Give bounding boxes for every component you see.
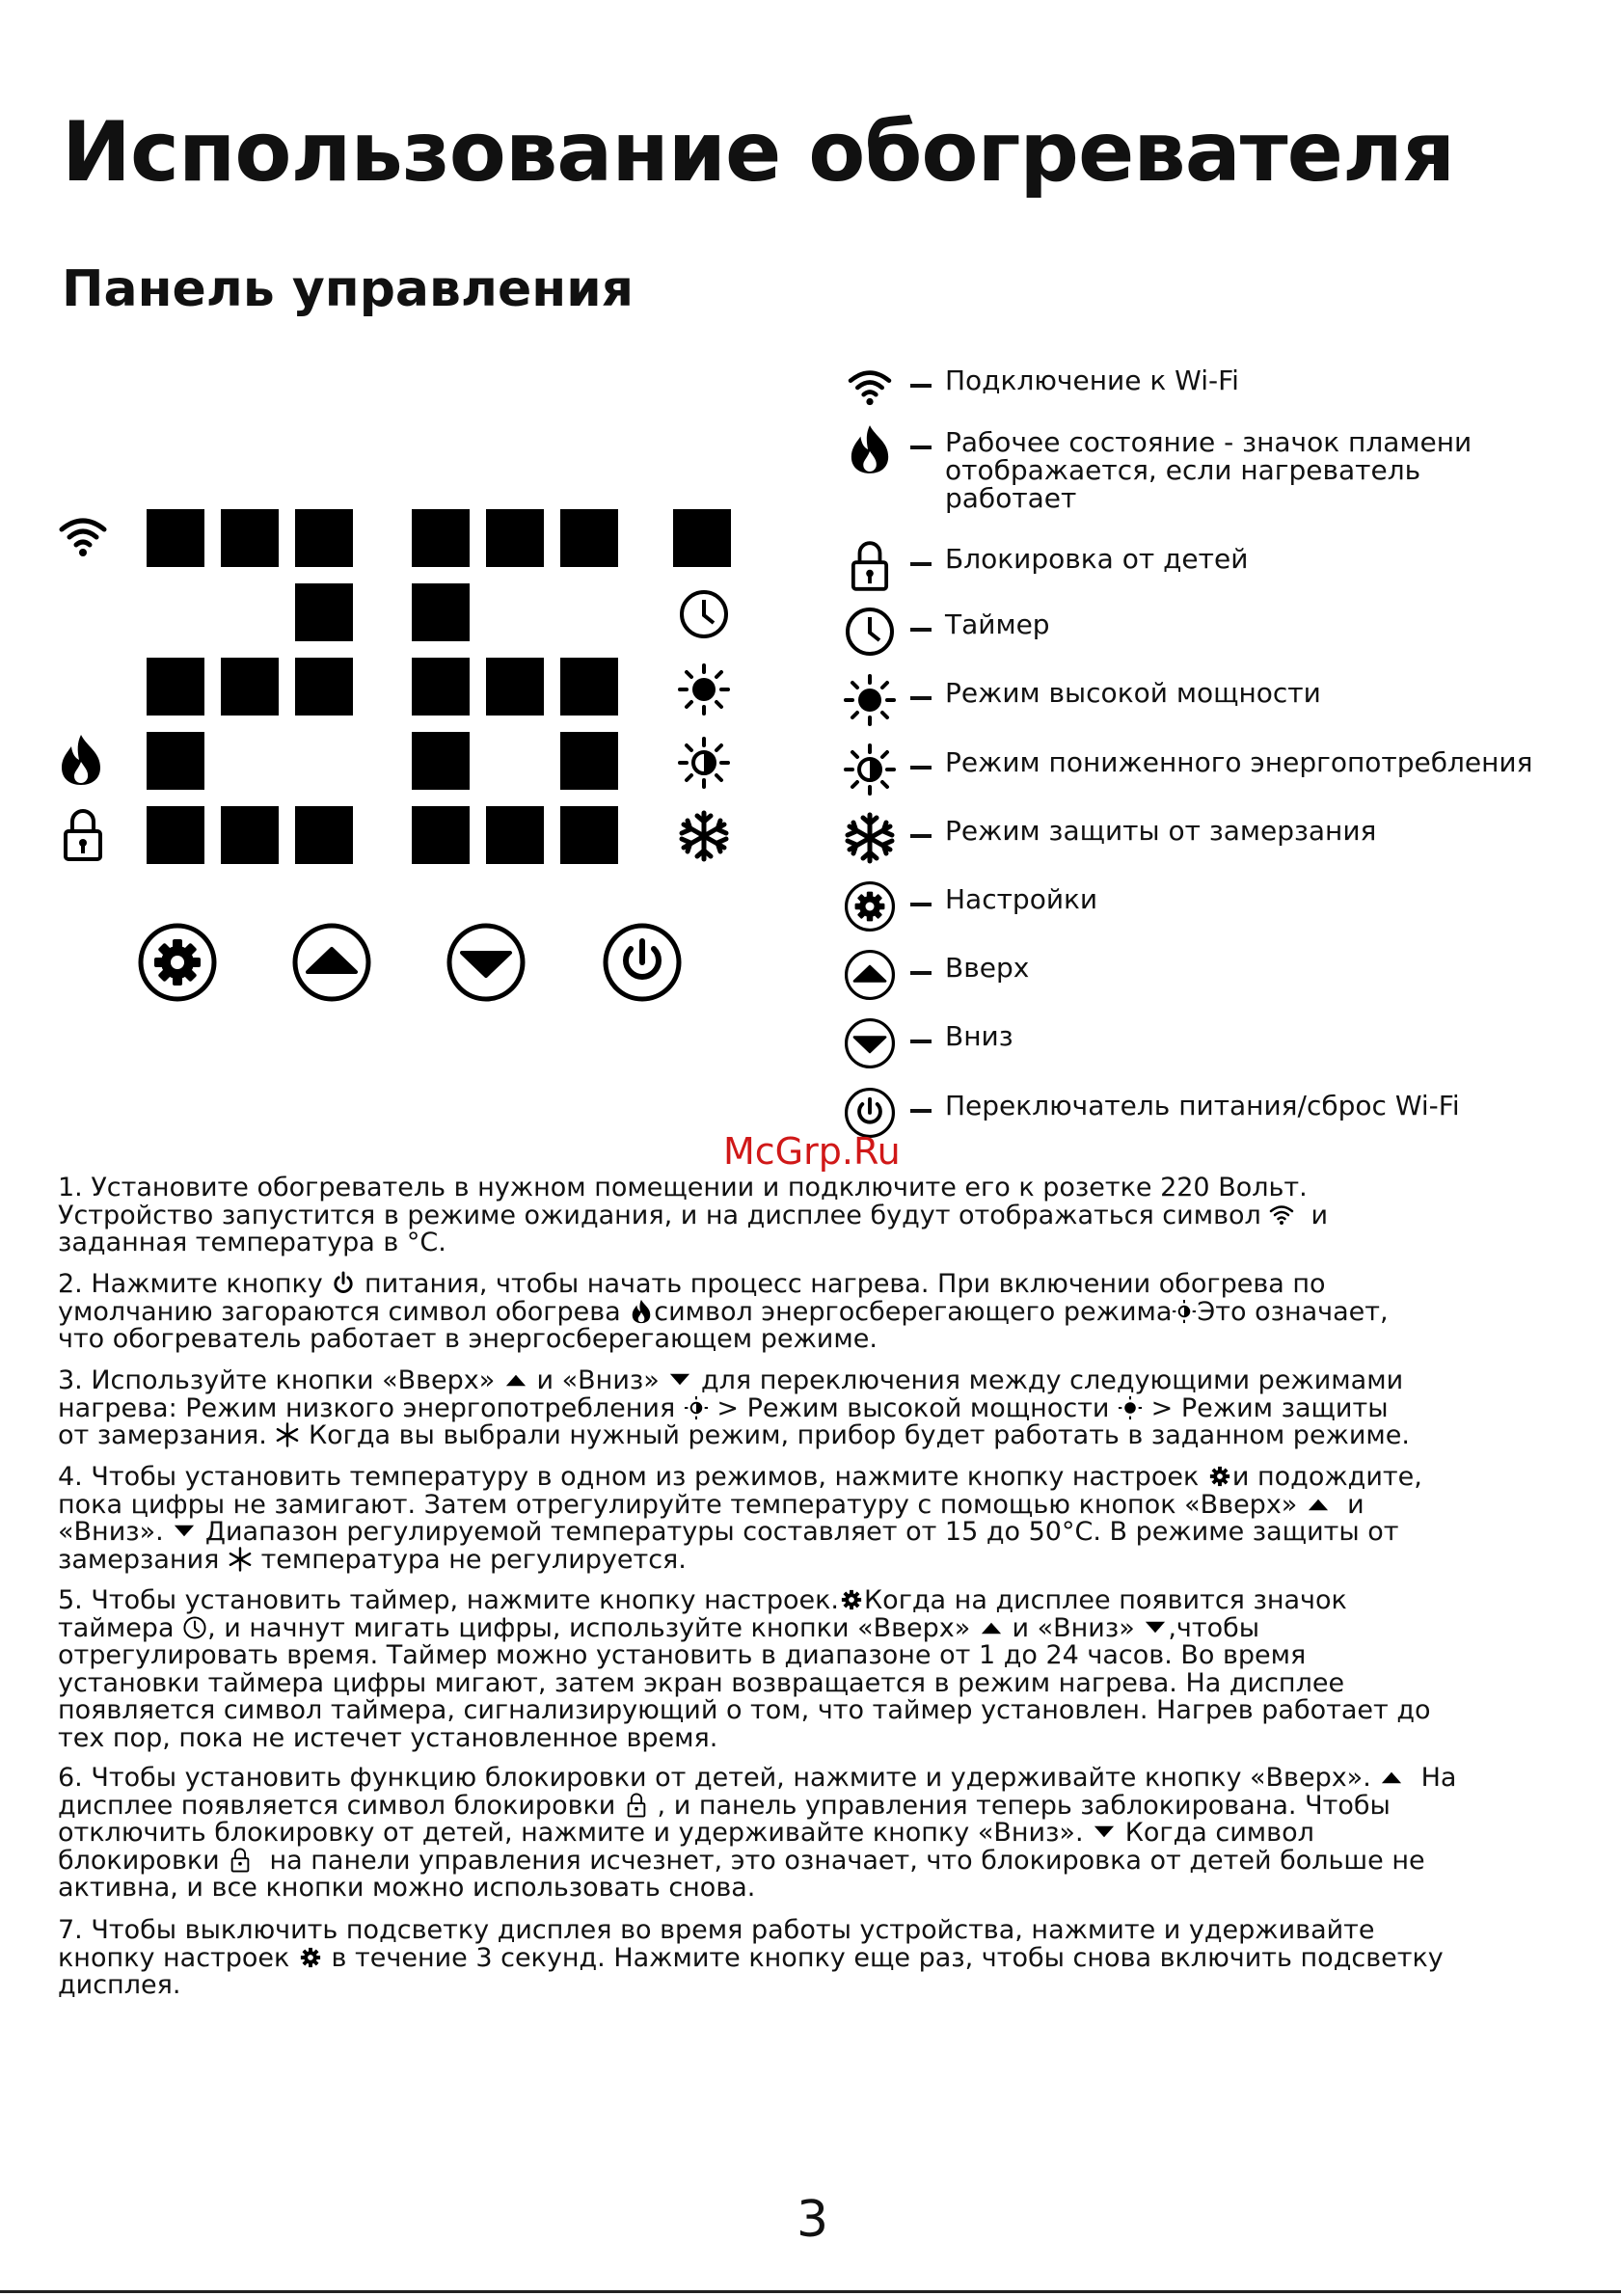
down-icon: [667, 1367, 692, 1392]
down-icon: [172, 1519, 197, 1544]
wifi-icon: [58, 516, 108, 562]
legend-label: Блокировка от детей: [945, 543, 1249, 575]
legend-row: [841, 359, 1593, 417]
lock-icon: [624, 1793, 649, 1818]
display-segment: [412, 658, 470, 716]
instruction-5: 5. Чтобы установить таймер, нажмите кнопку настроек. Когда на дисплее появится значок таймера , и начнут мигать цифры, используйте кнопки «Вверх» и «Вниз» ,чтобы отрегулировать время. Таймер можно установить в диапазоне от 1 до 24 часов. Во время установки таймера цифры мигают, затем экран возвращается в режим нагрева. На дисплее появляется символ таймера, сигнализирующий о том, что таймер установлен. Нагрев работает до тех пор, пока не истечет установленное время.: [58, 1585, 1431, 1753]
legend-row: [841, 420, 1593, 514]
display-segment: [412, 509, 470, 567]
instruction-1: 1. Установите обогреватель в нужном помещении и подключите его к розетке 220 Вольт. Устройство запустится в режиме ожидания, и на дисплее будут отображаться символ и заданная температура в °С.: [58, 1173, 1329, 1257]
flame-icon: [629, 1299, 654, 1324]
instruction-6: 6. Чтобы установить функцию блокировки от детей, нажмите и удерживайте кнопку «Вверх». На дисплее появляется символ блокировки , и панель управления теперь заблокирована. Чтобы отключить блокировку от детей, нажмите и удерживайте кнопку «Вниз». Когда символ блокировки на панели управления исчезнет, это означает, что блокировка от детей больше не активна, и все кнопки можно использовать снова.: [58, 1763, 1457, 1903]
legend-label: Режим пониженного энергопотребления: [945, 746, 1533, 778]
power-button[interactable]: [602, 922, 683, 1007]
display-segment: [412, 806, 470, 864]
display-segment: [295, 583, 353, 641]
legend-row: [841, 809, 1593, 867]
display-segment: [147, 806, 204, 864]
gear-icon: [839, 1587, 864, 1612]
snowflake-icon: [275, 1422, 300, 1447]
legend-dash: [910, 446, 932, 449]
legend-row: [841, 741, 1593, 798]
down-icon: [1143, 1615, 1168, 1640]
instruction-3: 3. Используйте кнопки «Вверх» и «Вниз» для переключения между следующими режимами нагрева: Режим низкого энергопотребления > Режим высокой мощности > Режим защиты от замерзания. Когда вы выбрали нужный режим, прибор будет работать в заданном режиме.: [58, 1365, 1410, 1450]
gear-icon: [841, 878, 899, 935]
display-segment: [486, 658, 544, 716]
lock-icon: [228, 1848, 253, 1873]
legend-label: Режим высокой мощности: [945, 677, 1321, 709]
display-segment: [560, 806, 618, 864]
legend-label: Рабочее состояние - значок пламени отображается, если нагреватель работает: [945, 426, 1472, 514]
legend-row: [841, 946, 1593, 1004]
clock-icon: [182, 1615, 207, 1640]
sun-icon: [1118, 1395, 1143, 1420]
up-icon: [1379, 1765, 1404, 1790]
clock-icon: [678, 588, 730, 644]
display-segment: [147, 658, 204, 716]
clock-icon: [841, 603, 899, 661]
display-segment: [560, 509, 618, 567]
display-segment: [221, 509, 279, 567]
legend-dash: [910, 1109, 932, 1113]
instruction-7: 7. Чтобы выключить подсветку дисплея во время работы устройства, нажмите и удерживайте кнопку настроек в течение 3 секунд. Нажмите кнопку еще раз, чтобы снова включить подсветку дисплея.: [58, 1915, 1444, 2000]
lock-icon: [841, 537, 899, 595]
display-segment: [486, 806, 544, 864]
display-segment: [147, 509, 204, 567]
instruction-4: 4. Чтобы установить температуру в одном из режимов, нажмите кнопку настроек и подождите, пока цифры не замигают. Затем отрегулируйте температуру с помощью кнопок «Вверх» и «Вниз». Диапазон регулируемой температуры составляет от 15 до 50°С. В режиме защиты от замерзания температура не регулируется.: [58, 1462, 1422, 1575]
legend-label: Переключатель питания/сброс Wi-Fi: [945, 1090, 1460, 1121]
snowflake-icon: [228, 1547, 253, 1572]
legend-dash: [910, 766, 932, 770]
display-segment: [147, 732, 204, 790]
lock-icon: [63, 808, 103, 866]
legend-label: Вверх: [945, 952, 1030, 984]
legend-dash: [910, 834, 932, 838]
snowflake-icon: [678, 810, 730, 866]
legend-row: [841, 878, 1593, 935]
display-segment: [560, 658, 618, 716]
up-icon: [979, 1615, 1004, 1640]
display-segment: [295, 658, 353, 716]
watermark: McGrp.Ru: [723, 1130, 901, 1173]
gear-icon: [1207, 1464, 1232, 1489]
display-segment: [412, 732, 470, 790]
settings-button[interactable]: [137, 922, 218, 1007]
legend-dash: [910, 562, 932, 566]
legend-dash: [910, 628, 932, 632]
wifi-icon: [1269, 1202, 1294, 1228]
power-icon: [331, 1271, 356, 1296]
snowflake-icon: [841, 809, 899, 867]
up-button[interactable]: [291, 922, 372, 1007]
gear-icon: [298, 1945, 323, 1970]
legend-dash: [910, 1040, 932, 1043]
display-segment: [295, 509, 353, 567]
legend-label: Вниз: [945, 1020, 1013, 1052]
legend-dash: [910, 903, 932, 906]
legend-row: [841, 1084, 1593, 1142]
up-icon: [1306, 1492, 1331, 1517]
legend-dash: [910, 971, 932, 975]
legend-dash: [910, 384, 932, 388]
section-title: Панель управления: [62, 260, 635, 318]
sun-icon: [678, 663, 730, 719]
display-segment: [560, 732, 618, 790]
down-icon: [1092, 1820, 1117, 1845]
legend-row: [841, 671, 1593, 729]
half-sun-icon: [678, 737, 730, 793]
legend-label: Подключение к Wi-Fi: [945, 365, 1239, 396]
half-sun-icon: [841, 741, 899, 798]
display-panel: [0, 0, 829, 1061]
up-icon: [503, 1367, 528, 1392]
display-segment: [221, 658, 279, 716]
legend-label: Режим защиты от замерзания: [945, 815, 1377, 847]
down-button[interactable]: [446, 922, 527, 1007]
display-segment: [295, 806, 353, 864]
page-number: 3: [797, 2191, 829, 2249]
half-sun-icon: [684, 1395, 709, 1420]
sun-icon: [841, 671, 899, 729]
display-segment: [673, 509, 731, 567]
legend-label: Настройки: [945, 883, 1098, 915]
flame-icon: [58, 733, 104, 791]
legend-row: [841, 537, 1593, 595]
wifi-icon: [841, 359, 899, 417]
flame-icon: [841, 420, 899, 478]
display-segment: [412, 583, 470, 641]
legend-row: [841, 603, 1593, 661]
legend-label: Таймер: [945, 608, 1050, 640]
bottom-rule: [0, 2290, 1621, 2293]
up-icon: [841, 946, 899, 1004]
down-icon: [841, 1014, 899, 1072]
half-sun-icon: [1172, 1299, 1197, 1324]
page-title: Использование обогревателя: [62, 104, 1455, 201]
display-segment: [486, 509, 544, 567]
legend-dash: [910, 696, 932, 700]
legend-row: [841, 1014, 1593, 1072]
instruction-2: 2. Нажмите кнопку питания, чтобы начать процесс нагрева. При включении обогрева по умолчанию загораются символ обогрева символ энергосберегающего режима Это означает, что обогреватель работает в энергосберегающем режиме.: [58, 1269, 1389, 1354]
display-segment: [221, 806, 279, 864]
